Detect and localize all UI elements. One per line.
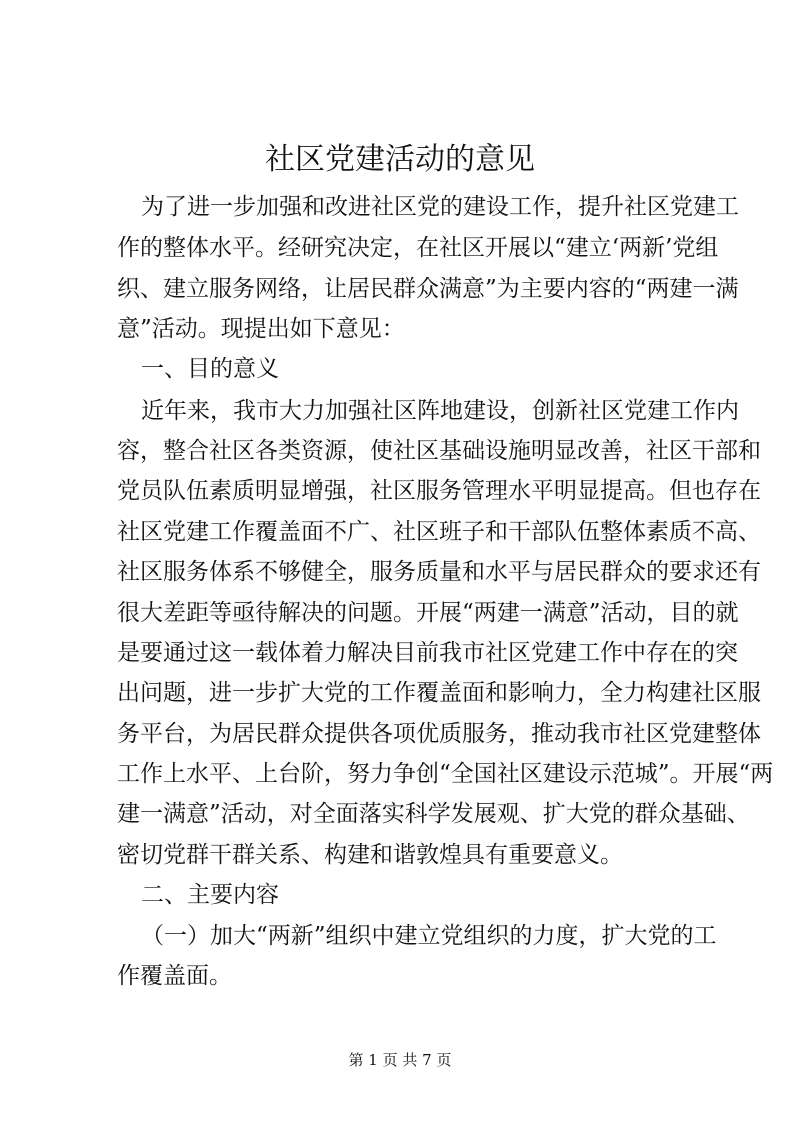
paragraph-line: 很大差距等亟待解决的问题。开展“两建一满意”活动，目的就	[117, 600, 739, 626]
paragraph-line: 为了进一步加强和改进社区党的建设工作，提升社区党建工	[141, 194, 739, 220]
paragraph-line: 作的整体水平。经研究决定，在社区开展以“建立‘两新’党组	[117, 235, 719, 261]
paragraph-line: 党员队伍素质明显增强，社区服务管理水平明显提高。但也存在	[117, 478, 761, 504]
paragraph-line: 密切党群干群关系、构建和谐敦煌具有重要意义。	[117, 842, 623, 868]
section-heading: 二、主要内容	[141, 882, 279, 908]
paragraph-line: 意”活动。现提出如下意见：	[117, 316, 405, 342]
paragraph-line: 务平台，为居民群众提供各项优质服务，推动我市社区党建整体	[117, 721, 761, 747]
paragraph-line: 织、建立服务网络，让居民群众满意”为主要内容的“两建一满	[117, 276, 739, 302]
page-number-footer: 第 1 页 共 7 页	[348, 1051, 452, 1069]
paragraph-line: 容，整合社区各类资源，使社区基础设施明显改善，社区干部和	[117, 438, 761, 464]
document-title: 社区党建活动的意见	[265, 142, 535, 177]
paragraph-line: 社区党建工作覆盖面不广、社区班子和干部队伍整体素质不高、	[117, 519, 761, 545]
paragraph-line: 建一满意”活动，对全面落实科学发展观、扩大党的群众基础、	[117, 801, 750, 827]
paragraph-line: 出问题，进一步扩大党的工作覆盖面和影响力，全力构建社区服	[117, 680, 761, 706]
paragraph-line: 社区服务体系不够健全，服务质量和水平与居民群众的要求还有	[117, 559, 761, 585]
paragraph-line: 近年来，我市大力加强社区阵地建设，创新社区党建工作内	[141, 398, 739, 424]
paragraph-line: 工作上水平、上台阶，努力争创“全国社区建设示范城”。开展“两	[117, 761, 774, 787]
paragraph-line: 是要通过这一载体着力解决目前我市社区党建工作中存在的突	[117, 640, 738, 666]
subsection-heading: （一）加大“两新”组织中建立党组织的力度，扩大党的工	[141, 923, 717, 949]
subsection-heading: 作覆盖面。	[117, 963, 232, 989]
section-heading: 一、目的意义	[141, 356, 279, 382]
